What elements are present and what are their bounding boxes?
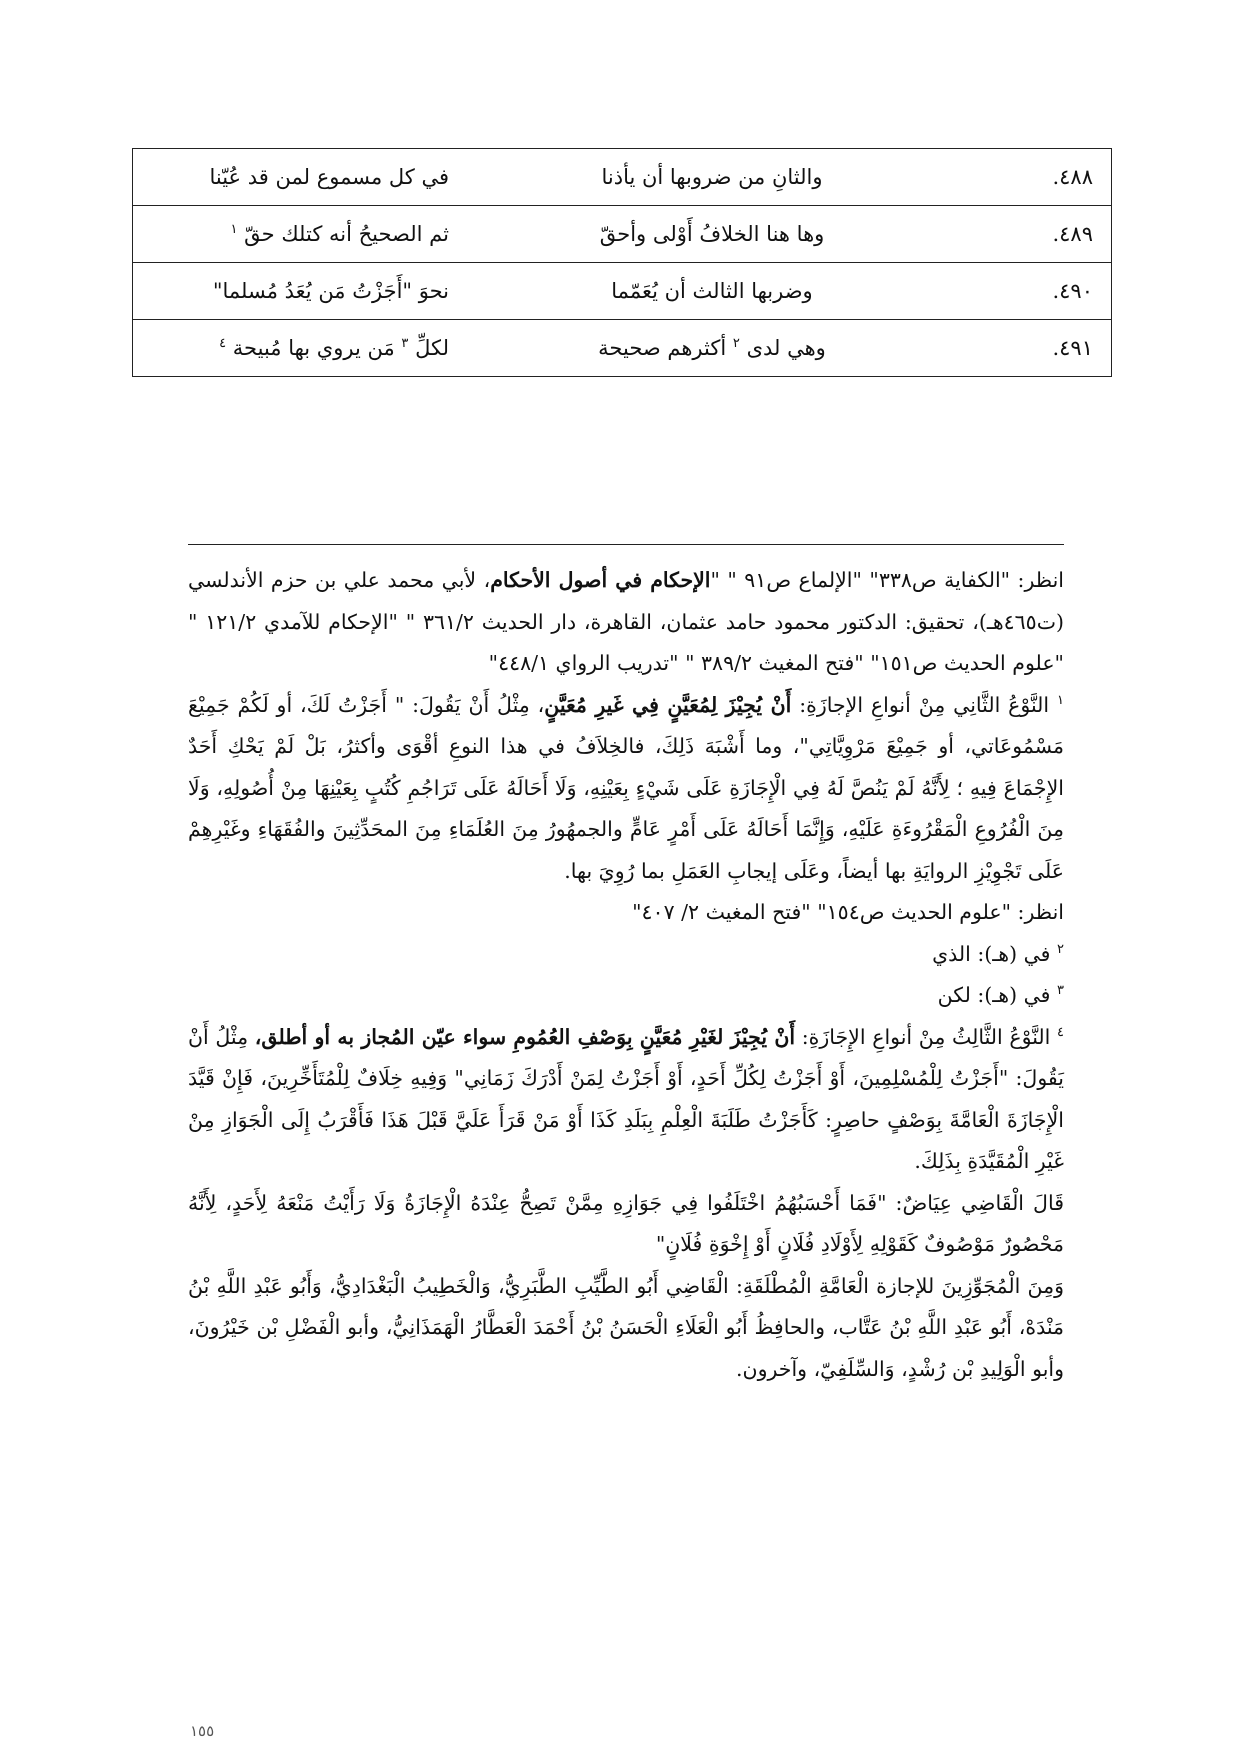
- verse-number: ٤٨٩.: [935, 206, 1112, 263]
- verse-text: ثم الصحيحُ أنه كتلك حقّ: [244, 222, 449, 246]
- verse-row: [133, 320, 1112, 377]
- footnote-text: انظر: "الكفاية ص٣٣٨" "الإلماع ص٩١ " ": [710, 568, 1064, 592]
- footnote-0: [188, 560, 1064, 685]
- footnote-2: [188, 934, 1064, 976]
- verse-text: لكلِّ: [415, 336, 449, 360]
- verse-table: [132, 148, 1112, 377]
- verse-number: ٤٨٨.: [935, 149, 1112, 206]
- footnote-marker: ٣: [401, 336, 409, 351]
- footnote-marker: ٤: [1056, 1024, 1064, 1040]
- footnote-marker: ٢: [1057, 941, 1064, 957]
- verse-first-hemistich: والثانِ من ضروبها أن يأذنا: [489, 149, 935, 206]
- verse-second-hemistich: نحوَ "أَجَزْتُ مَن يُعَدُ مُسلما": [133, 263, 490, 320]
- footnote-text: النَّوْعُ الثَّالِثُ مِنْ أنواعِ الإِجَازَةِ:: [801, 1024, 1051, 1049]
- footnote-marker: ٤: [219, 336, 227, 351]
- page-number: ١٥٥: [190, 1722, 215, 1740]
- footnote-4-list: وَمِنَ الْمُجَوِّزِينَ للإجازة الْعَامَّةِ الْمُطْلَقَةِ: الْقَاضِي أَبُو الطَّيِّبِ الطَّبَرِيُّ، وَالْخَطِيبُ الْبَغْدَادِيُّ، وَأَبُو عَبْدِ اللَّهِ بْنُ مَنْدَهْ، أَبُو عَبْدِ اللَّهِ بْنُ عَتَّاب، والحافِظُ أَبُو الْعَلَاءِ الْحَسَنُ بْنُ أَحْمَدَ الْعَطَّارُ الْهَمَذَانِيُّ، وأبو الْفَضْلِ بْن خَيْرُونَ، وأبو الْوَلِيدِ بْن رُشْدٍ، وَالسِّلَفِيّ، وآخرون.: [188, 1273, 1064, 1381]
- book-title: الإحكام في أصول الأحكام: [490, 568, 711, 592]
- verse-second-hemistich: في كل مسموع لمن قد عُيّنا: [133, 149, 490, 206]
- verse-text: مَن يروي بها مُبيحة: [232, 336, 395, 360]
- footnote-text: في (هـ): لكن: [937, 983, 1051, 1007]
- footnote-3: [188, 975, 1064, 1017]
- footnote-text: ، مِثْلُ أَنْ يَقُولَ: " أَجَزْتُ لَكَ، أو لَكُمْ جَمِيْعَ مَسْمُوعَاتي، أو جَمِيْعَ مَرْوِيَّاتِي"، وما أَشْبَهَ ذَلِكَ، فالخِلاَفُ في هذا النوعِ أقْوَى وأكثرُ، بَلْ لَمْ يَحْكِ أَحَدٌ الإِجْمَاعَ فِيهِ ؛ لِأَنَّهُ لَمْ يَنُصَّ لَهُ فِي الْإِجَازَةِ عَلَى شَيْءٍ بِعَيْنِهِ، وَلَا أَحَالَهُ عَلَى تَرَاجُمِ كُتُبٍ بِعَيْنِهَا مِنْ أُصُولِهِ، وَلَا مِنَ الْفُرُوعِ الْمَقْرُوءَةِ عَلَيْهِ، وَإِنَّمَا أَحَالَهُ عَلَى أَمْرٍ عَامٍّ والجمهُورُ مِنَ العُلَمَاءِ مِنَ المحَدِّثِينَ والفُقَهَاءِ وغَيْرِهِمْ عَلَى تَجْوِيْزِ الروايَةِ بها أيضاً، وعَلَى إيجابِ العَمَلِ بما رُوِيَ بها.: [188, 692, 1064, 883]
- footnote-marker: ٣: [1057, 983, 1064, 999]
- footnote-4-quote: قَالَ الْقَاضِي عِيَاضٌ: "فَمَا أَحْسَبُهُمُ اخْتَلَفُوا فِي جَوَازِهِ مِمَّنْ تَصِحُّ عِنْدَهُ الْإِجَازَةُ وَلَا رَأَيْتُ مَنْعَهُ لِأَحَدٍ، لِأَنَّهُ مَحْصُورٌ مَوْصُوفٌ كَقَوْلِهِ لِأَوْلَادِ فُلَانٍ أَوْ إِخْوَةِ فُلَانٍ": [188, 1190, 1064, 1256]
- verse-row: [133, 263, 1112, 320]
- footnote-text: ، لأبي محمد علي بن حزم الأندلسي (ت٤٦٥هـ)، تحقيق: الدكتور محمود حامد عثمان، القاهرة، دار الحديث ٣٦١/٢ " "الإحكام للآمدي ١٢١/٢ " "علوم الحديث ص١٥١" "فتح المغيث ٣٨٩/٢ " "تدريب الرواي ٤٤٨/١": [188, 568, 1064, 675]
- footnote-text: مِثْلُ أَنْ يَقُولَ: "أَجَزْتُ لِلْمُسْلِمِينَ، أَوْ أَجَزْتُ لِكُلِّ أَحَدٍ، أَوْ أَجَزْتُ لِمَنْ أَدْرَكَ زَمَانِي" وَفِيهِ خِلَافٌ لِلْمُتَأَخِّرِينَ، فَإِنْ قَيَّدَ الْإِجَازَةَ الْعَامَّةَ بِوَصْفٍ حاصِرٍ: كَأَجَزْتُ طَلَبَةَ الْعِلْمِ بِبَلَدِ كَذَا أَوْ مَنْ قَرَأَ عَلَيَّ قَبْلَ هَذَا فَأَقْرَبُ إِلَى الْجَوَازِ مِنْ غَيْرِ الْمُقَيَّدَةِ بِذَلِكَ.: [188, 1024, 1064, 1173]
- footnote-bold: أَنْ يُجِيْزَ لغَيْرِ مُعَيَّنٍ بِوَصْفِ العُمُومِ سواء عيّن المُجاز به أو أطلق،: [254, 1024, 796, 1049]
- verse-first-hemistich: وها هنا الخلافُ أَوْلى وأحقّ: [489, 206, 935, 263]
- verse-first-hemistich: وضربها الثالث أن يُعَمّما: [489, 263, 935, 320]
- footnote-1-ref: انظر: "علوم الحديث ص١٥٤" "فتح المغيث ٢/ ٤٠٧": [632, 900, 1064, 924]
- footnote-text: في (هـ): الذي: [932, 941, 1051, 966]
- footnote-bold: أَنْ يُجِيْزَ لِمُعَيَّنٍ فِي غَيرِ مُعَيَّنٍ: [544, 692, 792, 717]
- verse-number: ٤٩٠.: [935, 263, 1112, 320]
- verse-row: [133, 149, 1112, 206]
- footnotes: [188, 560, 1064, 1390]
- verse-text: أكثرهم صحيحة: [598, 336, 727, 360]
- footnote-1: [188, 685, 1064, 893]
- footnote-separator: [188, 544, 1064, 545]
- footnote-4: [188, 1017, 1064, 1183]
- footnote-marker: ١: [230, 222, 238, 237]
- footnote-marker: ٢: [732, 336, 740, 351]
- verse-first-hemistich: [489, 320, 935, 377]
- verse-text: وهي لدى: [746, 336, 826, 360]
- verse-row: [133, 206, 1112, 263]
- verse-second-hemistich: [133, 206, 490, 263]
- verse-number: ٤٩١.: [935, 320, 1112, 377]
- footnote-text: النَّوْعُ الثَّانِي مِنْ أنواعِ الإجازَةِ:: [799, 692, 1050, 717]
- footnote-marker: ١: [1056, 692, 1064, 708]
- verse-second-hemistich: [133, 320, 490, 377]
